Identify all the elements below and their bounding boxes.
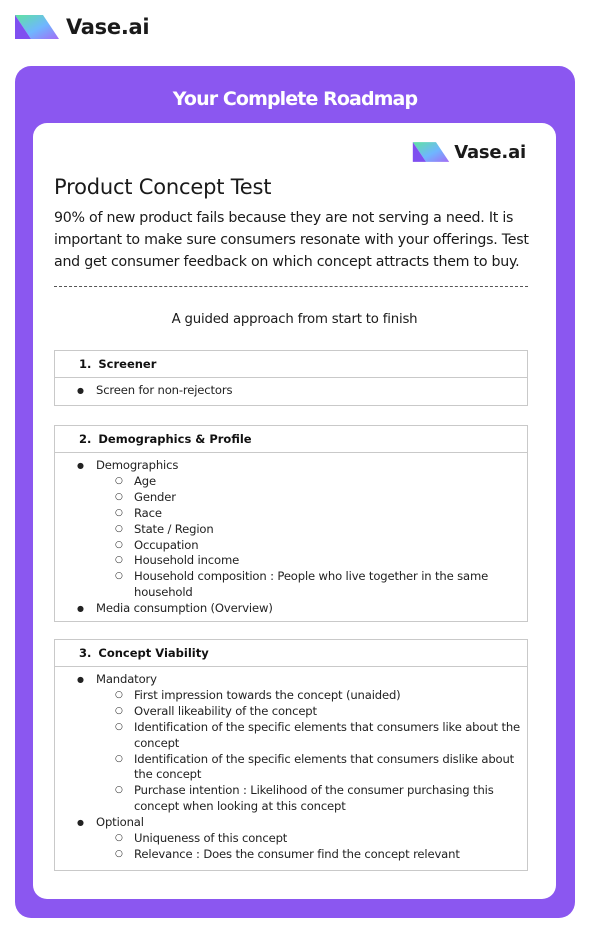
vase-logo-icon bbox=[412, 139, 450, 165]
section-number: 3. bbox=[79, 646, 92, 660]
section-body bbox=[55, 453, 527, 623]
list-item: ● Mandatory bbox=[77, 672, 521, 688]
sub-list-item: ○ Age bbox=[77, 474, 521, 490]
vase-logo-icon bbox=[14, 12, 60, 42]
section-concept-viability bbox=[54, 639, 528, 871]
brand-logo[interactable] bbox=[14, 12, 149, 42]
sub-list-item: ○ Gender bbox=[77, 490, 521, 506]
section-screener bbox=[54, 350, 528, 406]
sub-list-item: ○ State / Region bbox=[77, 522, 521, 538]
brand-name: Vase.ai bbox=[66, 15, 150, 39]
sub-list-item: ○ Identification of the specific elements that consumers dislike about the concept bbox=[77, 752, 521, 784]
dashed-divider bbox=[54, 286, 528, 287]
sub-list-item: ○ Household composition : People who live together in the same household bbox=[77, 569, 521, 601]
document-tagline: A guided approach from start to finish bbox=[171, 312, 418, 327]
card-brand-logo bbox=[412, 139, 526, 165]
list-item: ● Demographics bbox=[77, 458, 521, 474]
card-brand-name: Vase.ai bbox=[454, 141, 526, 163]
roadmap-panel bbox=[15, 66, 575, 918]
sub-list-item: ○ Uniqueness of this concept bbox=[77, 831, 521, 847]
sub-list-item: ○ Overall likeability of the concept bbox=[77, 704, 521, 720]
list-item: ● Media consumption (Overview) bbox=[77, 601, 521, 617]
document-title: Product Concept Test bbox=[54, 175, 272, 199]
section-number: 1. bbox=[79, 357, 92, 371]
sub-list-item: ○ Occupation bbox=[77, 538, 521, 554]
list-item: ● Screen for non-rejectors bbox=[77, 383, 521, 399]
sub-list-item: ○ Purchase intention : Likelihood of the consumer purchasing this concept when looking at this concept bbox=[77, 783, 521, 815]
document-intro: 90% of new product fails because they are not serving a need. It is important to make sure consumers resonate with your offerings. Test and get consumer feedback on which concept attracts them to buy. bbox=[54, 210, 529, 270]
sub-list-item: ○ Identification of the specific elements that consumers like about the concept bbox=[77, 720, 521, 752]
list-item: ● Optional bbox=[77, 815, 521, 831]
section-title: Demographics & Profile bbox=[98, 432, 252, 446]
panel-title: Your Complete Roadmap bbox=[172, 88, 418, 110]
sub-list-item: ○ Household income bbox=[77, 553, 521, 569]
sub-list-item: ○ Race bbox=[77, 506, 521, 522]
section-header bbox=[55, 426, 527, 453]
section-header bbox=[55, 351, 527, 378]
sub-list-item: ○ Relevance : Does the consumer find the concept relevant bbox=[77, 847, 521, 863]
section-number: 2. bbox=[79, 432, 92, 446]
sub-list-item: ○ First impression towards the concept (unaided) bbox=[77, 688, 521, 704]
document-card bbox=[33, 123, 556, 899]
section-header bbox=[55, 640, 527, 667]
section-body bbox=[55, 667, 527, 869]
section-body bbox=[55, 378, 527, 405]
section-demographics bbox=[54, 425, 528, 622]
section-title: Concept Viability bbox=[98, 646, 209, 660]
section-title: Screener bbox=[98, 357, 157, 371]
